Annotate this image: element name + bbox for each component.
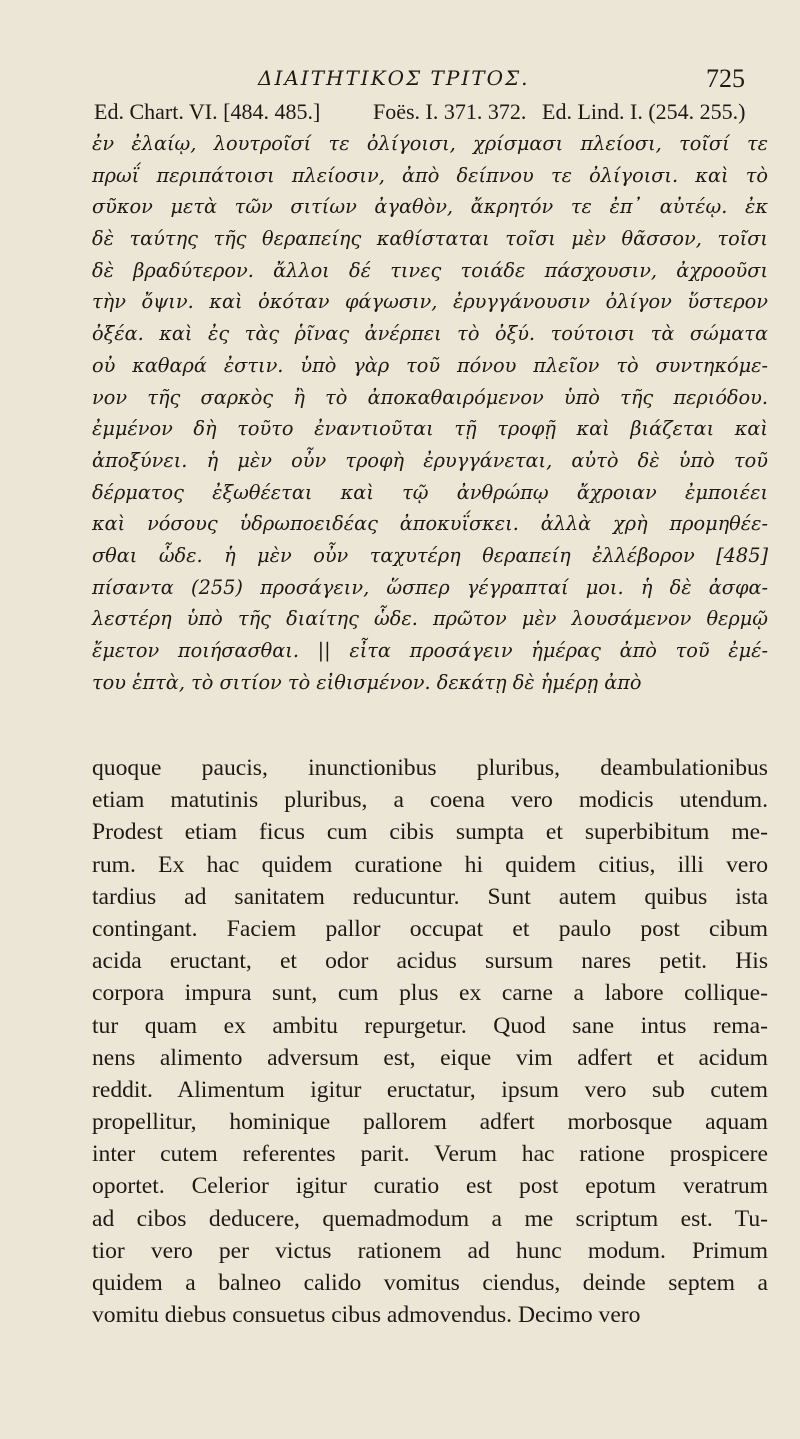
edition-references [94, 99, 774, 129]
edition-foes: Foës. I. 371. 372. [373, 99, 527, 124]
edition-lind: Ed. Lind. I. (254. 255.) [542, 99, 746, 124]
latin-line: reddit. Alimentum igitur eructatur, ipsum vero sub cutem [92, 1076, 768, 1103]
latin-line: propellitur, hominique pallorem adfert morbosque aquam [92, 1109, 768, 1136]
greek-line: του ἑπτὰ, τὸ σιτίον τὸ εἰθισμένον. δεκάτῃ δὲ ἡμέρῃ ἀπὸ [92, 670, 642, 694]
greek-line: σῦκον μετὰ τῶν σιτίων ἀγαθὸν, ἄκρητόν τε ἐπ᾽ αὐτέῳ. ἐκ [92, 195, 768, 219]
latin-line: contingant. Faciem pallor occupat et paulo post cibum [92, 915, 768, 942]
greek-line: λεστέρη ὑπὸ τῆς διαίτης ὧδε. πρῶτον μὲν λουσάμενον θερμῷ [92, 607, 768, 631]
greek-line: δέρματος ἐξωθέεται καὶ τῷ ἀνθρώπῳ ἄχροιαν ἐμποιέει [92, 480, 768, 504]
latin-line: vomitu diebus consuetus cibus admovendus. Decimo vero [92, 1302, 641, 1329]
latin-line: acida eructant, et odor acidus sursum nares petit. His [92, 948, 768, 975]
greek-line: πρωΐ περιπάτοισι πλείοσιν, ἀπὸ δείπνου τε ὀλίγοισι. καὶ τὸ [92, 163, 768, 187]
greek-line: νον τῆς σαρκὸς ἢ τὸ ἀποκαθαιρόμενον ὑπὸ τῆς περιόδου. [92, 385, 768, 409]
running-head [0, 62, 800, 96]
latin-line: ad cibos deducere, quemadmodum a me scriptum est. Tu- [92, 1205, 768, 1232]
latin-line: etiam matutinis pluribus, a coena vero modicis utendum. [92, 787, 768, 814]
greek-line: καὶ νόσους ὑδρωποειδέας ἀποκυΐσκει. ἀλλὰ χρὴ προμηθέε- [92, 512, 768, 536]
greek-line: δὲ ταύτης τῆς θεραπείης καθίσταται τοῖσι μὲν θᾶσσον, τοῖσι [92, 227, 768, 251]
latin-line: nens alimento adversum est, eique vim adfert et acidum [92, 1044, 768, 1071]
edition-chartier: Ed. Chart. VI. [484. 485.] [94, 99, 321, 124]
latin-line: tardius ad sanitatem reducuntur. Sunt autem quibus ista [92, 883, 768, 910]
greek-line: τὴν ὄψιν. καὶ ὁκόταν φάγωσιν, ἐρυγγάνουσιν ὀλίγον ὕστερον [92, 290, 768, 314]
greek-text [92, 128, 768, 698]
latin-line: inter cutem referentes parit. Verum hac ratione prospicere [92, 1141, 768, 1168]
latin-line: rum. Ex hac quidem curatione hi quidem citius, illi vero [92, 851, 768, 878]
running-title: ΔΙΑΙΤΗΤΙΚΟΣ ΤΡΙΤΟΣ. [258, 66, 530, 90]
latin-line: corpora impura sunt, cum plus ex carne a labore collique- [92, 980, 768, 1007]
greek-line: σθαι ὧδε. ἡ μὲν οὖν ταχυτέρη θεραπείη ἐλλέβορον [485] [92, 543, 768, 567]
greek-line: ὀξέα. καὶ ἐς τὰς ῥῖνας ἀνέρπει τὸ ὀξύ. τούτοισι τὰ σώματα [92, 322, 768, 346]
greek-line: δὲ βραδύτερον. ἄλλοι δέ τινες τοιάδε πάσχουσιν, ἀχροοῦσι [92, 258, 768, 282]
greek-line: οὐ καθαρά ἐστιν. ὑπὸ γὰρ τοῦ πόνου πλεῖον τὸ συντηκόμε- [92, 353, 768, 377]
greek-line: ἐμμένον δὴ τοῦτο ἐναντιοῦται τῇ τροφῇ καὶ βιάζεται καὶ [92, 417, 768, 441]
latin-line: oportet. Celerior igitur curatio est post epotum veratrum [92, 1173, 768, 1200]
greek-line: πίσαντα (255) προσάγειν, ὥσπερ γέγραπταί μοι. ἡ δὲ ἀσφα- [92, 575, 768, 599]
latin-translation [92, 752, 768, 1331]
page-number: 725 [706, 64, 745, 93]
latin-line: tur quam ex ambitu repurgetur. Quod sane intus rema- [92, 1012, 768, 1039]
greek-line: ἐν ἐλαίῳ, λουτροῖσί τε ὀλίγοισι, χρίσμασι πλείοσι, τοῖσί τε [92, 132, 768, 155]
latin-line: tior vero per victus rationem ad hunc modum. Primum [92, 1237, 768, 1264]
greek-line: ἔμετον ποιήσασθαι. || εἶτα προσάγειν ἡμέρας ἀπὸ τοῦ ἐμέ- [92, 639, 768, 662]
latin-line: Prodest etiam ficus cum cibis sumpta et superbibitum me- [92, 819, 768, 846]
greek-line: ἀποξύνει. ἡ μὲν οὖν τροφὴ ἐρυγγάνεται, αὐτὸ δὲ ὑπὸ τοῦ [92, 448, 768, 472]
latin-line: quidem a balneo calido vomitus ciendus, deinde septem a [92, 1270, 768, 1296]
latin-line: quoque paucis, inunctionibus pluribus, deambulationibus [92, 755, 768, 781]
